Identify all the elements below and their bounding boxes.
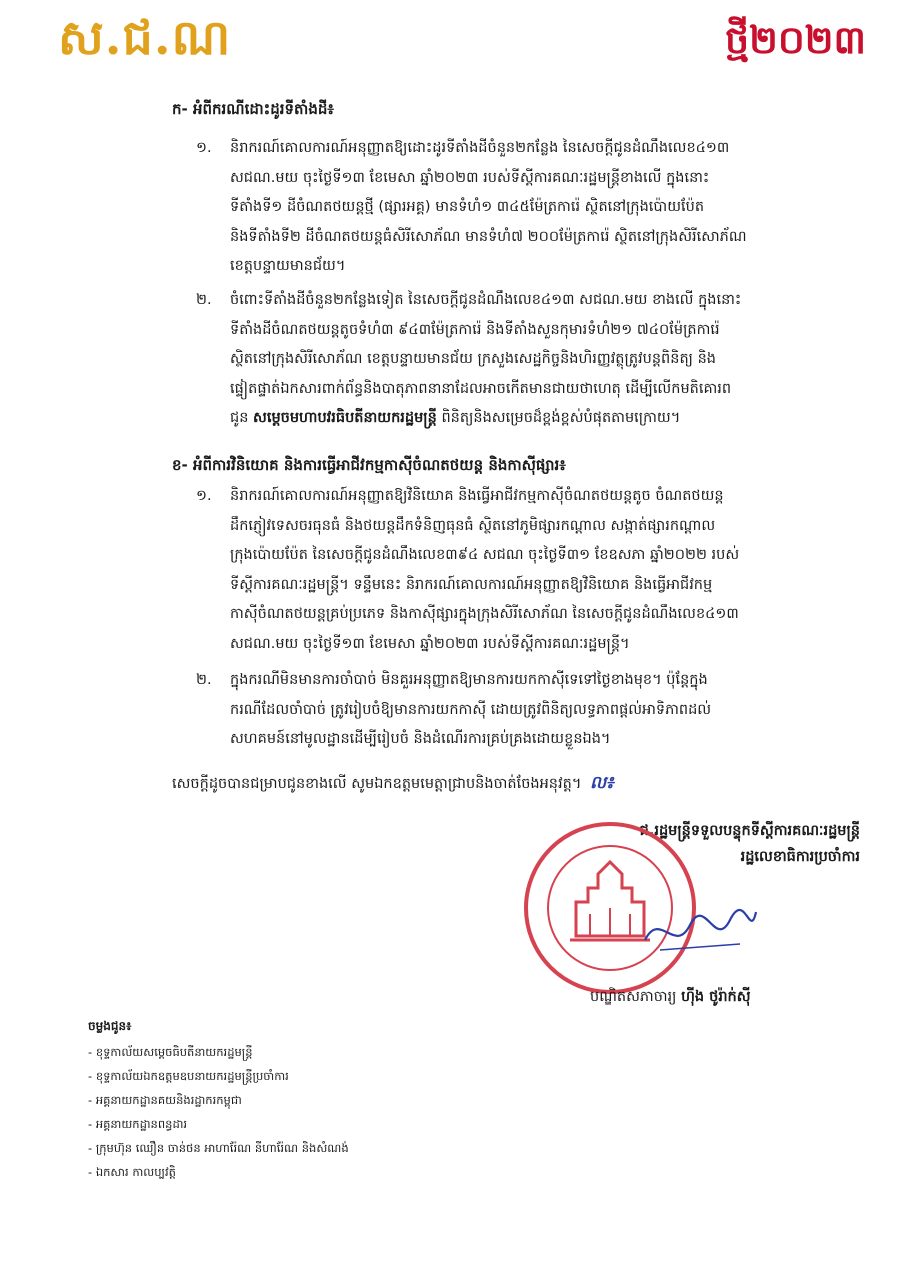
section-b-item-2 [196,666,836,755]
closing-sentence [172,772,614,797]
signatory-full-name: ហ៊ីង ថូរ៉ាក់សុី [681,989,751,1005]
list-item: - ក្រុមហ៊ុន ឈឿន ចាន់ថន អាហារ៉ែណ នីហារ៉ែណ និងសំណង់ [88,1136,349,1160]
text-line: សជណ.មយ ចុះថ្ងៃទី១៣ ខែមេសា ឆ្នាំ២០២៣ របស់ទីស្តីការគណៈរដ្ឋមន្ត្រី។ [230,635,630,652]
signatory-name [590,988,751,1009]
handwritten-initials: ល៖ [590,773,614,793]
signatory-org-line-1: ជ.រដ្ឋមន្ត្រីទទួលបន្ទុកទីស្តីការគណៈរដ្ឋមន្ត្រី [639,823,860,839]
section-b-item-1 [196,482,836,660]
closing-text: សេចក្តីដូចបានជម្រាបជូនខាងលើ សូមឯកឧត្តមមេត្តាជ្រាបនិងចាត់ចែងអនុវត្ត។ [172,776,582,792]
cc-heading: ចម្លងជូន៖ [88,1019,132,1033]
text-line [230,404,836,434]
item-number: ២. [196,672,212,688]
list-item: - ឯកសារ កាលប្បវត្តិ [88,1160,349,1184]
text-line: ទីតាំងដីចំណតថយន្តតូចទំហំ៣ ៩៤៣ម៉ែត្រការ៉េ និងទីតាំងសួនកុមារទំហំ២១ ៧៤០ម៉ែត្រការ៉េ [230,321,720,338]
section-a-item-2 [196,286,836,434]
list-item: - អគ្គនាយកដ្ឋានគយនិងរដ្ឋាករកម្ពុជា [88,1088,349,1112]
text-line: សហគមន៍នៅមូលដ្ឋានដើម្បីរៀបចំ និងដំណើរការគ្រប់គ្រងដោយខ្លួនឯង។ [230,731,611,748]
text-line: ផ្ទៀតផ្ទាត់ឯកសារពាក់ព័ន្ធនិងបាតុភាពនានាដែលអាចកើតមានជាយថាហេតុ ដើម្បីលើកមតិគោរព [230,380,732,397]
list-item: - អគ្គនាយកដ្ឋានពន្ធដារ [88,1112,349,1136]
year-mark: ថ្មី២០២៣ [724,17,866,62]
text-line: កាស៊ីចំណតថយន្តគ្រប់ប្រភេទ និងកាស៊ីផ្សារក្នុងក្រុងសិរីសោភ័ណ នៃសេចក្តីជូនដំណឹងលេខ៤១៣ [230,606,739,623]
text-line: ទីស្តីការគណៈរដ្ឋមន្ត្រី។ ទន្ទឹមនេះ និរាករណ៍គោលការណ៍អនុញ្ញាតឱ្យវិនិយោគ និងធ្វើអាជីវកម្ម [230,576,713,593]
text-line: និរាករណ៍គោលការណ៍អនុញ្ញាតឱ្យវិនិយោគ និងធ្វើអាជីវកម្មកាស៊ីចំណតថយន្តតូច ចំណតថយន្ត [230,488,724,504]
text-fragment: ជូន [230,410,249,427]
prime-minister-title: សម្តេចមហាបវរធិបតីនាយករដ្ឋមន្ត្រី [253,410,437,427]
signatory-org-line-2: រដ្ឋលេខាធិការប្រចាំការ [740,849,860,865]
item-number: ២. [196,292,212,308]
signatory-title: បណ្ឌិតសភាចារ្យ [590,989,677,1005]
text-line: ករណីដែលចាំបាច់ ត្រូវរៀបចំឱ្យមានការយកកាស៊ី ដោយត្រូវពិនិត្យលទ្ធភាពផ្តល់អាទិភាពដល់ [230,701,712,718]
text-line: និងទីតាំងទី២ ដីចំណតថយន្តធំសិរីសោភ័ណ មានទំហំ៧ ២០០ម៉ែត្រការ៉េ ស្ថិតនៅក្រុងសិរីសោភ័ណ [230,228,747,245]
section-a-item-1 [196,134,836,282]
text-fragment: ពិនិត្យនិងសម្រេចដ៏ខ្ពង់ខ្ពស់បំផុតតាមក្រោយ។ [441,410,681,427]
text-line: សជណ.មយ ចុះថ្ងៃទី១៣ ខែមេសា ឆ្នាំ២០២៣ របស់ទីស្តីការគណៈរដ្ឋមន្ត្រីខាងលើ ក្នុងនោះ [230,169,710,186]
text-line: ខេត្តបន្ទាយមានជ័យ។ [230,258,346,275]
item-number: ១. [196,140,212,156]
section-a-title: ក- អំពីករណីដោះដូរទីតាំងដី៖ [172,100,334,118]
text-line: ដឹកភ្ញៀវទេសចរធុនធំ និងថយន្តដឹកទំនិញធុនធំ ស្ថិតនៅភូមិផ្សារកណ្តាល សង្កាត់ផ្សារកណ្តាល [230,517,716,534]
text-line: ក្នុងករណីមិនមានការចាំបាច់ មិនគួរអនុញ្ញាតឱ្យមានការយកកាស៊ីទេទៅថ្ងៃខាងមុខ។ ប៉ុន្តែក្នុង [230,672,708,688]
text-line: ទីតាំងទី១ ដីចំណតថយន្តថ្មី (ផ្សារអគ្គ) មានទំហំ១ ៣៤៥ម៉ែត្រការ៉េ ស្ថិតនៅក្រុងប៉ោយប៉ែត [230,199,705,216]
cc-list [88,1040,349,1184]
handwritten-signature-icon [640,900,760,960]
text-line: ចំពោះទីតាំងដីចំនួន២កន្លែងទៀត នៃសេចក្តីជូនដំណឹងលេខ៤១៣ សជណ.មយ ខាងលើ ក្នុងនោះ [230,292,742,308]
section-b-title: ខ- អំពីការវិនិយោគ និងការធ្វើអាជីវកម្មកាស៊ីចំណតថយន្ត និងកាស៊ីផ្សារ៖ [172,456,566,474]
list-item: - ខុទ្ទកាល័យសម្តេចធិបតីនាយករដ្ឋមន្ត្រី [88,1040,349,1064]
item-number: ១. [196,488,212,504]
text-line: ក្រុងប៉ោយប៉ែត នៃសេចក្តីជូនដំណឹងលេខ៣៩៤ សជណ ចុះថ្ងៃទី៣១ ខែឧសភា ឆ្នាំ២០២២ របស់ [230,547,740,564]
list-item: - ខុទ្ទកាល័យឯកឧត្តមឧបនាយករដ្ឋមន្ត្រីប្រចាំការ [88,1064,349,1088]
text-line: និរាករណ៍គោលការណ៍អនុញ្ញាតឱ្យដោះដូរទីតាំងដីចំនួន២កន្លែង នៃសេចក្តីជូនដំណឹងលេខ៤១៣ [230,140,730,156]
text-line: ស្ថិតនៅក្រុងសិរីសោភ័ណ ខេត្តបន្ទាយមានជ័យ ក្រសួងសេដ្ឋកិច្ចនិងហិរញ្ញវត្ថុត្រូវបន្តពិនិត្យ និង [230,351,716,368]
document-code-mark: ស.ជ.ណ [58,10,232,66]
